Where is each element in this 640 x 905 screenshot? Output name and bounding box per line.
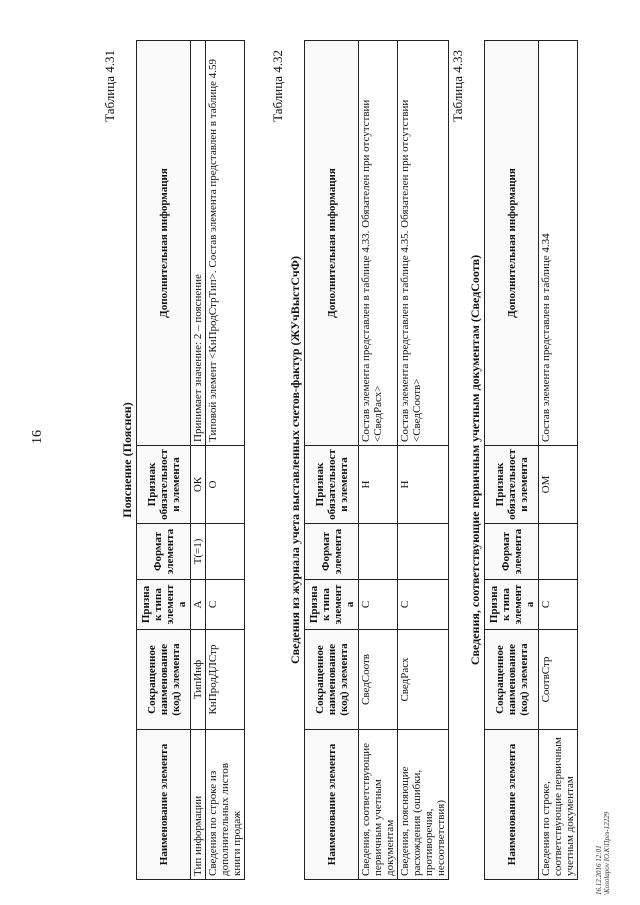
print-stamp: [595, 812, 611, 895]
cell: С: [359, 580, 398, 630]
col-header: Признак обязательности элемента: [137, 446, 191, 524]
col-header: Дополнительная информация: [485, 41, 539, 446]
cell: Т(=1): [191, 524, 206, 580]
cell: Состав элемента представлен в таблице 4.34: [539, 41, 578, 446]
table-row: [398, 41, 449, 880]
cell: [206, 524, 245, 580]
col-header: Дополнительная информация: [305, 41, 359, 446]
page-number: 16: [30, 430, 45, 444]
col-header: Формат элемента: [305, 524, 359, 580]
cell: ТипИнф: [191, 630, 206, 730]
rotated-content: [40, 40, 600, 880]
cell: О: [206, 446, 245, 524]
cell: [359, 524, 398, 580]
col-header: Дополнительная информация: [137, 41, 191, 446]
cell: Сведения, поясняющие расхождения (ошибки, противоречия, несоответствия): [398, 730, 449, 880]
cell: КнПродДЛСтр: [206, 630, 245, 730]
cell: [539, 524, 578, 580]
cell: Состав элемента представлен в таблице 4.35. Обязателен при отсутствии <СведСоотв>: [398, 41, 449, 446]
cell: Сведения по строке, соответствующие первичным учетным документам: [539, 730, 578, 880]
cell: Сведения, соответствующие первичным учетным документам: [359, 730, 398, 880]
cell: Состав элемента представлен в таблице 4.33. Обязателен при отсутствии <СведРасх>: [359, 41, 398, 446]
col-header: Формат элемента: [137, 524, 191, 580]
col-header: Признак обязательности элемента: [305, 446, 359, 524]
table-title: Сведения, соответствующие первичным учетным документам (СведСоотв): [468, 254, 482, 666]
table-row: [206, 41, 245, 880]
col-header: Сокращенное наименование (код) элемента: [137, 630, 191, 730]
data-table: [484, 40, 578, 880]
cell: Н: [398, 446, 449, 524]
cell: А: [191, 580, 206, 630]
cell: СведРасх: [398, 630, 449, 730]
cell: Сведения по строке из дополнительных листов книги продаж: [206, 730, 245, 880]
cell: Н: [359, 446, 398, 524]
col-header: Признак типа элемента: [137, 580, 191, 630]
table-row: [539, 41, 578, 880]
col-header: Наименование элемента: [485, 730, 539, 880]
cell: Тип информации: [191, 730, 206, 880]
cell: СоотвСтр: [539, 630, 578, 730]
table-number: Таблица 4.32: [270, 50, 285, 122]
cell: С: [539, 580, 578, 630]
cell: [398, 524, 449, 580]
cell: СведСоотв: [359, 630, 398, 730]
cell: Типовой элемент <КнПродСтрТип>. Состав элемента представлен в таблице 4.59: [206, 41, 245, 446]
col-header: Формат элемента: [485, 524, 539, 580]
col-header: Сокращенное наименование (код) элемента: [485, 630, 539, 730]
cell: Принимает значение: 2 – пояснение: [191, 41, 206, 446]
table-title: Пояснение (Пояснен): [120, 402, 134, 518]
cell: ОК: [191, 446, 206, 524]
data-table: [136, 40, 245, 880]
stamp-path: \Kosolapov IO.K\Пргз-12229: [603, 811, 611, 895]
cell: С: [206, 580, 245, 630]
table-title: Сведения из журнала учета выставленных счетов-фактур (ЖУчВыстСчФ): [288, 256, 302, 664]
cell: С: [398, 580, 449, 630]
data-table: [304, 40, 449, 880]
col-header: Признак типа элемента: [305, 580, 359, 630]
col-header: Сокращенное наименование (код) элемента: [305, 630, 359, 730]
col-header: Признак типа элемента: [485, 580, 539, 630]
cell: ОМ: [539, 446, 578, 524]
table-row: [191, 41, 206, 880]
table-row: [359, 41, 398, 880]
col-header: Наименование элемента: [137, 730, 191, 880]
table-number: Таблица 4.31: [102, 50, 117, 122]
stamp-date: 16.12.2016 12:01: [595, 845, 603, 895]
col-header: Наименование элемента: [305, 730, 359, 880]
col-header: Признак обязательности элемента: [485, 446, 539, 524]
table-number: Таблица 4.33: [450, 50, 465, 122]
